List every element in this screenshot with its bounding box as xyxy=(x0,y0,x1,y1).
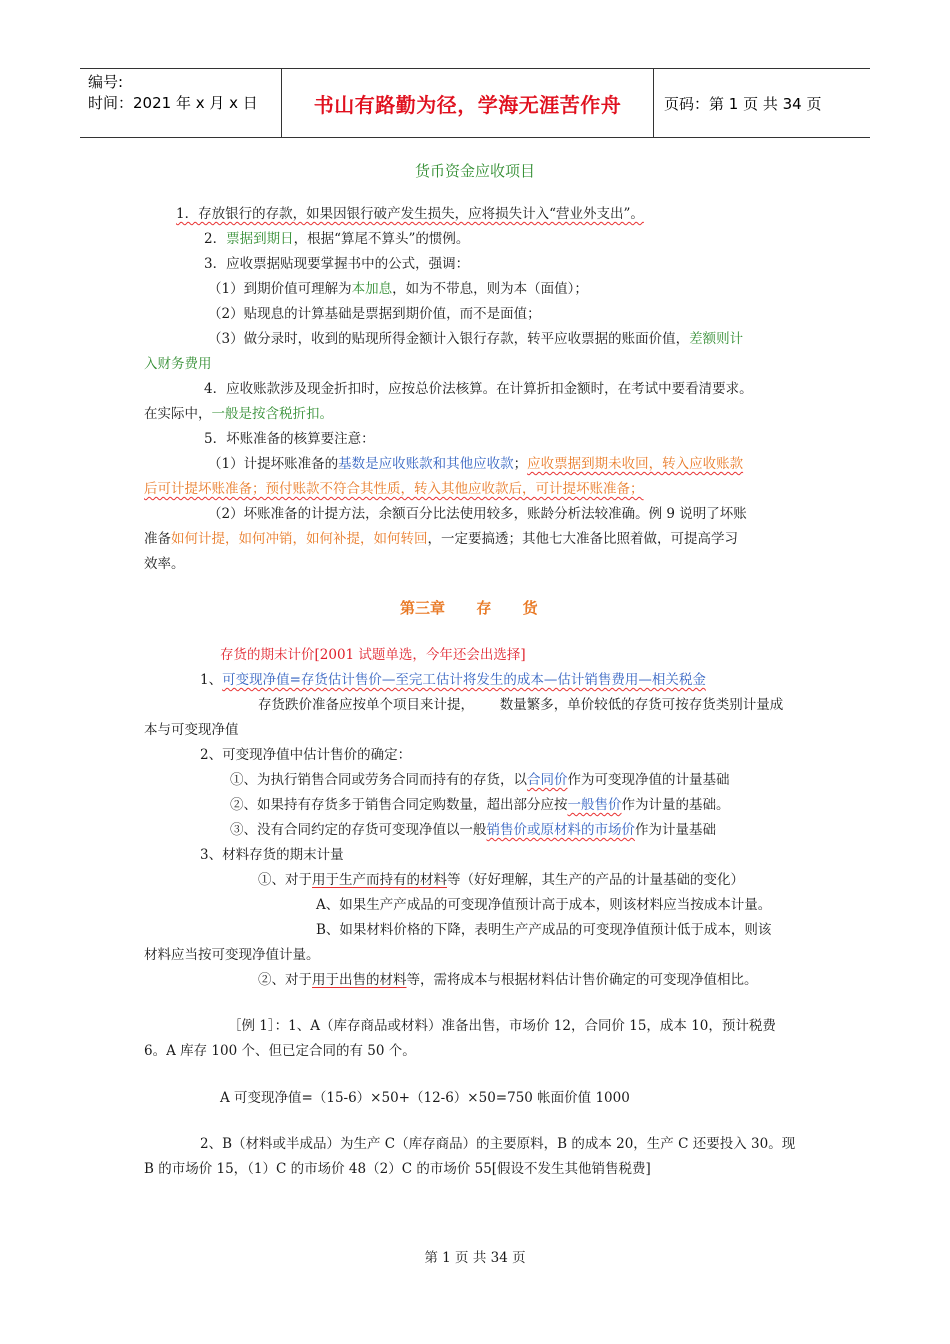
underlined-text: 用于生产而持有的材料 xyxy=(312,872,447,888)
highlight-text: 差额则计 xyxy=(689,331,744,347)
para-line: 存货跌价准备应按单个项目来计提， 数量繁多，单价较低的存货可按存货类别计量成 xyxy=(258,697,784,713)
para-line: B 的市场价 15，（1）C 的市场价 48（2）C 的市场价 55[假设不发生其他销售税费] xyxy=(144,1161,651,1177)
highlight-text: 合同价 xyxy=(527,772,568,788)
para-line: ②、如果持有存货多于销售合同定购数量，超出部分应按一般售价作为计量的基础。 xyxy=(230,797,730,813)
para-line: 5．坏账准备的核算要注意： xyxy=(204,431,375,447)
para-line: （2）贴现息的计算基础是票据到期价值，而不是面值； xyxy=(208,306,541,322)
para-line: 3．应收票据贴现要掌握书中的公式，强调： xyxy=(204,256,470,272)
para-line: ①、对于用于生产而持有的材料等（好好理解，其生产的产品的计量基础的变化） xyxy=(258,872,744,888)
para-line: 2、B（材料或半成品）为生产 C（库存商品）的主要原料，B 的成本 20，生产 C 还要投入 30。现 xyxy=(200,1136,796,1152)
para-line: B、如果材料价格的下降，表明生产产成品的可变现净值预计低于成本，则该 xyxy=(316,922,772,938)
para-line: 效率。 xyxy=(144,556,185,572)
para-line: 2．票据到期日，根据“算尾不算头”的惯例。 xyxy=(204,231,470,247)
para-line: 材料应当按可变现净值计量。 xyxy=(144,947,320,963)
highlight-text: 可变现净值=存货估计售价—至完工估计将发生的成本—估计销售费用—相关税金 xyxy=(222,672,706,688)
para-line xyxy=(176,204,644,224)
highlight-text: 票据到期日 xyxy=(226,231,294,247)
header-page-info: 页码：第 1 页 共 34 页 xyxy=(664,94,822,113)
page-footer: 第 1 页 共 34 页 xyxy=(424,1250,526,1266)
header-motto: 书山有路勤为径，学海无涯苦作舟 xyxy=(282,69,654,137)
highlight-text: 应收票据到期未收回，转入应收账款 xyxy=(527,456,744,472)
para-line: 3、材料存货的期末计量 xyxy=(200,847,344,863)
highlight-text: 销售价或原材料的市场价 xyxy=(486,822,635,838)
para-line: A、如果生产产成品的可变现净值预计高于成本，则该材料应当按成本计量。 xyxy=(316,897,772,913)
para-line: 后可计提坏账准备；预付账款不符合其性质，转入其他应收款后，可计提坏账准备； xyxy=(144,481,644,497)
highlight-text: 一般是按含税折扣。 xyxy=(211,406,333,422)
para-line: 入财务费用 xyxy=(144,356,212,372)
para-line: （2）坏账准备的计提方法，余额百分比法使用较多，账龄分析法较准确。例 9 说明了坏账 xyxy=(208,506,747,522)
highlight-text: 如何计提，如何冲销，如何补提，如何转回 xyxy=(171,531,428,547)
para-line: ②、对于用于出售的材料等，需将成本与根据材料估计售价确定的可变现净值相比。 xyxy=(258,972,758,988)
para-line: ①、为执行销售合同或劳务合同而持有的存货，以合同价作为可变现净值的计量基础 xyxy=(230,772,730,788)
number-label: 编号: xyxy=(88,73,124,91)
para-line: 准备如何计提，如何冲销，如何补提，如何转回，一定要搞透；其他七大准备比照着做，可提高学习 xyxy=(144,531,738,547)
section-title-receivables: 货币资金应收项目 xyxy=(414,162,535,180)
underlined-text: 用于出售的材料 xyxy=(312,972,407,988)
para-line: ［例 1］：1、A（库存商品或材料）准备出售，市场价 12，合同价 15，成本 10，预计税费 xyxy=(228,1018,776,1034)
para-line: 本与可变现净值 xyxy=(144,722,239,738)
para-line: （3）做分录时，收到的贴现所得金额计入银行存款，转平应收票据的账面价值，差额则计 xyxy=(208,331,744,347)
highlight-text: 本加息 xyxy=(351,281,393,297)
section-subtitle: 存货的期末计价[2001 试题单选，今年还会出选择] xyxy=(220,647,526,663)
highlight-text: 基数是应收账款和其他应收款 xyxy=(338,456,514,472)
highlight-text: 一般售价 xyxy=(567,797,622,813)
para-line: 2、可变现净值中估计售价的确定： xyxy=(200,747,412,763)
chapter-title: 第三章 存 货 xyxy=(400,599,538,617)
page-header xyxy=(80,68,870,138)
time-label: 时间：2021 年 x 月 x 日 xyxy=(88,94,258,112)
para-line: 在实际中，一般是按含税折扣。 xyxy=(144,406,333,422)
para-line: 6。A 库存 100 个、但已定合同的有 50 个。 xyxy=(144,1043,416,1059)
para-line: （1）到期价值可理解为本加息，如为不带息，则为本（面值）； xyxy=(208,281,588,297)
para-line: ③、没有合同约定的存货可变现净值以一般销售价或原材料的市场价作为计量基础 xyxy=(230,822,716,838)
header-meta xyxy=(80,69,282,137)
para-text: 1．存放银行的存款，如果因银行破产发生损失，应将损失计入“营业外支出”。 xyxy=(176,206,644,222)
para-line: 4．应收账款涉及现金折扣时，应按总价法核算。在计算折扣金额时，在考试中要看清要求。 xyxy=(204,381,753,397)
para-line: 1、可变现净值=存货估计售价—至完工估计将发生的成本—估计销售费用—相关税金 xyxy=(200,672,706,688)
formula-line: A 可变现净值=（15-6）×50+（12-6）×50=750 帐面价值 1000 xyxy=(220,1090,630,1106)
para-line: （1）计提坏账准备的基数是应收账款和其他应收款；应收票据到期未收回，转入应收账款 xyxy=(208,456,744,472)
